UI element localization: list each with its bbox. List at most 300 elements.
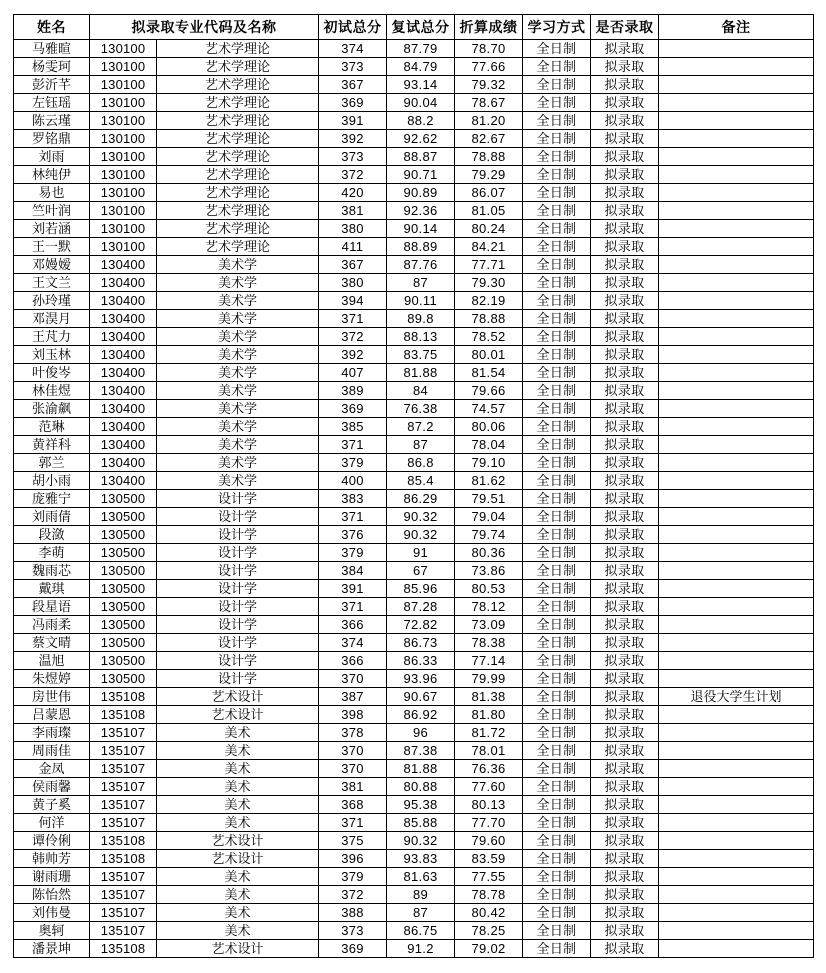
table-row bbox=[14, 724, 814, 742]
cell-name: 段星语 bbox=[14, 598, 90, 616]
cell-major-code: 130500 bbox=[90, 598, 157, 616]
cell-first-exam-score: 381 bbox=[319, 778, 387, 796]
cell-first-exam-score: 370 bbox=[319, 760, 387, 778]
cell-final-score: 77.14 bbox=[455, 652, 523, 670]
cell-study-mode: 全日制 bbox=[523, 436, 591, 454]
cell-final-score: 81.62 bbox=[455, 472, 523, 490]
cell-remark bbox=[659, 940, 814, 958]
cell-final-score: 81.38 bbox=[455, 688, 523, 706]
cell-final-score: 78.25 bbox=[455, 922, 523, 940]
cell-final-score: 79.74 bbox=[455, 526, 523, 544]
cell-major-name: 美术 bbox=[157, 796, 319, 814]
cell-remark bbox=[659, 634, 814, 652]
cell-major-code: 135107 bbox=[90, 742, 157, 760]
cell-study-mode: 全日制 bbox=[523, 256, 591, 274]
cell-first-exam-score: 400 bbox=[319, 472, 387, 490]
cell-remark bbox=[659, 598, 814, 616]
cell-major-code: 130400 bbox=[90, 418, 157, 436]
cell-remark bbox=[659, 850, 814, 868]
cell-admit-status: 拟录取 bbox=[591, 796, 659, 814]
table-row bbox=[14, 40, 814, 58]
cell-final-score: 79.30 bbox=[455, 274, 523, 292]
cell-study-mode: 全日制 bbox=[523, 796, 591, 814]
cell-remark bbox=[659, 436, 814, 454]
cell-first-exam-score: 398 bbox=[319, 706, 387, 724]
cell-admit-status: 拟录取 bbox=[591, 202, 659, 220]
cell-first-exam-score: 379 bbox=[319, 868, 387, 886]
cell-final-score: 79.29 bbox=[455, 166, 523, 184]
cell-major-code: 135108 bbox=[90, 832, 157, 850]
cell-study-mode: 全日制 bbox=[523, 724, 591, 742]
cell-final-score: 79.32 bbox=[455, 76, 523, 94]
cell-major-name: 艺术学理论 bbox=[157, 184, 319, 202]
cell-remark bbox=[659, 184, 814, 202]
cell-remark bbox=[659, 238, 814, 256]
cell-second-exam-score: 89.8 bbox=[387, 310, 455, 328]
cell-study-mode: 全日制 bbox=[523, 742, 591, 760]
cell-name: 陈怡然 bbox=[14, 886, 90, 904]
cell-second-exam-score: 85.4 bbox=[387, 472, 455, 490]
cell-name: 刘雨 bbox=[14, 148, 90, 166]
cell-admit-status: 拟录取 bbox=[591, 220, 659, 238]
cell-major-name: 艺术学理论 bbox=[157, 94, 319, 112]
cell-major-code: 130500 bbox=[90, 490, 157, 508]
cell-name: 刘若涵 bbox=[14, 220, 90, 238]
cell-admit-status: 拟录取 bbox=[591, 292, 659, 310]
cell-major-name: 设计学 bbox=[157, 652, 319, 670]
cell-second-exam-score: 86.92 bbox=[387, 706, 455, 724]
cell-major-code: 130400 bbox=[90, 346, 157, 364]
cell-remark bbox=[659, 922, 814, 940]
cell-major-name: 艺术设计 bbox=[157, 850, 319, 868]
cell-study-mode: 全日制 bbox=[523, 274, 591, 292]
cell-final-score: 80.24 bbox=[455, 220, 523, 238]
cell-name: 周雨佳 bbox=[14, 742, 90, 760]
cell-major-name: 设计学 bbox=[157, 490, 319, 508]
cell-remark bbox=[659, 778, 814, 796]
cell-first-exam-score: 371 bbox=[319, 508, 387, 526]
cell-major-code: 130500 bbox=[90, 562, 157, 580]
cell-second-exam-score: 90.32 bbox=[387, 832, 455, 850]
cell-major-name: 美术学 bbox=[157, 274, 319, 292]
cell-remark bbox=[659, 274, 814, 292]
cell-major-code: 135108 bbox=[90, 688, 157, 706]
cell-admit-status: 拟录取 bbox=[591, 490, 659, 508]
cell-major-name: 美术 bbox=[157, 814, 319, 832]
cell-first-exam-score: 366 bbox=[319, 616, 387, 634]
cell-admit-status: 拟录取 bbox=[591, 76, 659, 94]
cell-study-mode: 全日制 bbox=[523, 418, 591, 436]
cell-name: 侯雨馨 bbox=[14, 778, 90, 796]
cell-first-exam-score: 383 bbox=[319, 490, 387, 508]
table-row bbox=[14, 598, 814, 616]
cell-major-code: 130100 bbox=[90, 130, 157, 148]
cell-study-mode: 全日制 bbox=[523, 292, 591, 310]
cell-study-mode: 全日制 bbox=[523, 868, 591, 886]
cell-major-name: 艺术学理论 bbox=[157, 238, 319, 256]
table-row bbox=[14, 202, 814, 220]
cell-study-mode: 全日制 bbox=[523, 76, 591, 94]
cell-study-mode: 全日制 bbox=[523, 112, 591, 130]
cell-admit-status: 拟录取 bbox=[591, 724, 659, 742]
cell-final-score: 81.72 bbox=[455, 724, 523, 742]
cell-final-score: 73.86 bbox=[455, 562, 523, 580]
cell-remark bbox=[659, 760, 814, 778]
cell-name: 邓淏月 bbox=[14, 310, 90, 328]
cell-major-code: 130500 bbox=[90, 580, 157, 598]
cell-final-score: 80.06 bbox=[455, 418, 523, 436]
cell-study-mode: 全日制 bbox=[523, 580, 591, 598]
cell-name: 刘伟曼 bbox=[14, 904, 90, 922]
cell-final-score: 78.67 bbox=[455, 94, 523, 112]
cell-admit-status: 拟录取 bbox=[591, 616, 659, 634]
column-header-second-score: 复试总分 bbox=[387, 15, 455, 40]
cell-second-exam-score: 88.89 bbox=[387, 238, 455, 256]
cell-major-code: 130500 bbox=[90, 652, 157, 670]
cell-first-exam-score: 372 bbox=[319, 328, 387, 346]
table-row bbox=[14, 562, 814, 580]
cell-major-name: 美术学 bbox=[157, 382, 319, 400]
cell-study-mode: 全日制 bbox=[523, 328, 591, 346]
cell-study-mode: 全日制 bbox=[523, 202, 591, 220]
cell-study-mode: 全日制 bbox=[523, 490, 591, 508]
table-row bbox=[14, 922, 814, 940]
table-row bbox=[14, 904, 814, 922]
cell-second-exam-score: 81.88 bbox=[387, 760, 455, 778]
cell-second-exam-score: 93.83 bbox=[387, 850, 455, 868]
cell-major-code: 130100 bbox=[90, 76, 157, 94]
cell-study-mode: 全日制 bbox=[523, 616, 591, 634]
cell-major-code: 135107 bbox=[90, 886, 157, 904]
cell-remark bbox=[659, 166, 814, 184]
cell-final-score: 81.20 bbox=[455, 112, 523, 130]
cell-study-mode: 全日制 bbox=[523, 148, 591, 166]
cell-name: 韩帅芳 bbox=[14, 850, 90, 868]
cell-admit-status: 拟录取 bbox=[591, 850, 659, 868]
cell-final-score: 74.57 bbox=[455, 400, 523, 418]
cell-second-exam-score: 92.62 bbox=[387, 130, 455, 148]
cell-name: 左钰瑶 bbox=[14, 94, 90, 112]
cell-major-code: 135107 bbox=[90, 868, 157, 886]
cell-major-name: 美术学 bbox=[157, 256, 319, 274]
cell-name: 吕蒙恩 bbox=[14, 706, 90, 724]
cell-admit-status: 拟录取 bbox=[591, 184, 659, 202]
cell-name: 刘玉林 bbox=[14, 346, 90, 364]
cell-second-exam-score: 87 bbox=[387, 436, 455, 454]
cell-second-exam-score: 87.38 bbox=[387, 742, 455, 760]
cell-second-exam-score: 72.82 bbox=[387, 616, 455, 634]
cell-final-score: 77.71 bbox=[455, 256, 523, 274]
column-header-remark: 备注 bbox=[659, 15, 814, 40]
cell-major-code: 130400 bbox=[90, 382, 157, 400]
cell-first-exam-score: 371 bbox=[319, 814, 387, 832]
cell-major-code: 130400 bbox=[90, 310, 157, 328]
table-header-row bbox=[14, 15, 814, 40]
cell-first-exam-score: 372 bbox=[319, 886, 387, 904]
cell-first-exam-score: 368 bbox=[319, 796, 387, 814]
table-row bbox=[14, 886, 814, 904]
table-row bbox=[14, 94, 814, 112]
cell-final-score: 79.02 bbox=[455, 940, 523, 958]
cell-second-exam-score: 96 bbox=[387, 724, 455, 742]
cell-name: 叶俊岑 bbox=[14, 364, 90, 382]
cell-final-score: 78.38 bbox=[455, 634, 523, 652]
cell-remark bbox=[659, 94, 814, 112]
cell-remark bbox=[659, 130, 814, 148]
cell-major-code: 130400 bbox=[90, 400, 157, 418]
table-row bbox=[14, 328, 814, 346]
cell-name: 林佳煜 bbox=[14, 382, 90, 400]
cell-major-code: 135108 bbox=[90, 940, 157, 958]
cell-study-mode: 全日制 bbox=[523, 814, 591, 832]
cell-final-score: 78.78 bbox=[455, 886, 523, 904]
cell-first-exam-score: 392 bbox=[319, 130, 387, 148]
cell-major-code: 135108 bbox=[90, 706, 157, 724]
cell-admit-status: 拟录取 bbox=[591, 814, 659, 832]
cell-second-exam-score: 90.71 bbox=[387, 166, 455, 184]
cell-study-mode: 全日制 bbox=[523, 688, 591, 706]
cell-final-score: 78.88 bbox=[455, 148, 523, 166]
cell-first-exam-score: 374 bbox=[319, 40, 387, 58]
cell-remark bbox=[659, 400, 814, 418]
cell-second-exam-score: 88.2 bbox=[387, 112, 455, 130]
cell-remark bbox=[659, 454, 814, 472]
cell-final-score: 80.01 bbox=[455, 346, 523, 364]
cell-study-mode: 全日制 bbox=[523, 526, 591, 544]
cell-admit-status: 拟录取 bbox=[591, 544, 659, 562]
cell-second-exam-score: 85.96 bbox=[387, 580, 455, 598]
cell-major-name: 美术学 bbox=[157, 436, 319, 454]
table-row bbox=[14, 148, 814, 166]
cell-name: 戴琪 bbox=[14, 580, 90, 598]
cell-second-exam-score: 90.04 bbox=[387, 94, 455, 112]
table-row bbox=[14, 616, 814, 634]
cell-name: 奥轲 bbox=[14, 922, 90, 940]
cell-major-name: 设计学 bbox=[157, 634, 319, 652]
cell-study-mode: 全日制 bbox=[523, 544, 591, 562]
cell-major-code: 135107 bbox=[90, 922, 157, 940]
table-row bbox=[14, 490, 814, 508]
cell-remark bbox=[659, 40, 814, 58]
cell-admit-status: 拟录取 bbox=[591, 40, 659, 58]
table-row bbox=[14, 400, 814, 418]
table-row bbox=[14, 256, 814, 274]
cell-name: 温旭 bbox=[14, 652, 90, 670]
cell-name: 段潋 bbox=[14, 526, 90, 544]
cell-first-exam-score: 420 bbox=[319, 184, 387, 202]
cell-admit-status: 拟录取 bbox=[591, 886, 659, 904]
cell-name: 蔡文晴 bbox=[14, 634, 90, 652]
cell-name: 黄祥科 bbox=[14, 436, 90, 454]
cell-major-code: 130400 bbox=[90, 328, 157, 346]
cell-major-code: 130100 bbox=[90, 184, 157, 202]
cell-final-score: 81.05 bbox=[455, 202, 523, 220]
table-row bbox=[14, 508, 814, 526]
cell-first-exam-score: 371 bbox=[319, 310, 387, 328]
cell-second-exam-score: 90.14 bbox=[387, 220, 455, 238]
cell-major-name: 艺术学理论 bbox=[157, 220, 319, 238]
cell-study-mode: 全日制 bbox=[523, 166, 591, 184]
table-row bbox=[14, 688, 814, 706]
cell-major-name: 设计学 bbox=[157, 508, 319, 526]
cell-major-name: 美术 bbox=[157, 778, 319, 796]
cell-name: 竺叶润 bbox=[14, 202, 90, 220]
table-row bbox=[14, 418, 814, 436]
cell-major-name: 艺术学理论 bbox=[157, 76, 319, 94]
cell-study-mode: 全日制 bbox=[523, 454, 591, 472]
admission-table bbox=[13, 14, 814, 958]
cell-study-mode: 全日制 bbox=[523, 184, 591, 202]
cell-second-exam-score: 84 bbox=[387, 382, 455, 400]
cell-second-exam-score: 81.88 bbox=[387, 364, 455, 382]
cell-first-exam-score: 373 bbox=[319, 922, 387, 940]
cell-final-score: 86.07 bbox=[455, 184, 523, 202]
cell-study-mode: 全日制 bbox=[523, 238, 591, 256]
cell-first-exam-score: 378 bbox=[319, 724, 387, 742]
cell-remark bbox=[659, 58, 814, 76]
cell-admit-status: 拟录取 bbox=[591, 364, 659, 382]
cell-study-mode: 全日制 bbox=[523, 706, 591, 724]
cell-admit-status: 拟录取 bbox=[591, 238, 659, 256]
column-header-major: 拟录取专业代码及名称 bbox=[90, 15, 319, 40]
cell-major-name: 艺术设计 bbox=[157, 706, 319, 724]
cell-name: 潘景坤 bbox=[14, 940, 90, 958]
cell-major-code: 135107 bbox=[90, 904, 157, 922]
cell-second-exam-score: 84.79 bbox=[387, 58, 455, 76]
cell-remark bbox=[659, 814, 814, 832]
cell-admit-status: 拟录取 bbox=[591, 526, 659, 544]
cell-remark bbox=[659, 382, 814, 400]
cell-final-score: 79.10 bbox=[455, 454, 523, 472]
cell-name: 邓嫚嫒 bbox=[14, 256, 90, 274]
cell-remark bbox=[659, 292, 814, 310]
cell-admit-status: 拟录取 bbox=[591, 436, 659, 454]
cell-first-exam-score: 370 bbox=[319, 742, 387, 760]
cell-second-exam-score: 90.89 bbox=[387, 184, 455, 202]
column-header-final-score: 折算成绩 bbox=[455, 15, 523, 40]
cell-name: 金凤 bbox=[14, 760, 90, 778]
table-row bbox=[14, 778, 814, 796]
cell-first-exam-score: 380 bbox=[319, 274, 387, 292]
column-header-study-mode: 学习方式 bbox=[523, 15, 591, 40]
cell-major-name: 美术 bbox=[157, 904, 319, 922]
cell-remark bbox=[659, 670, 814, 688]
cell-major-name: 艺术设计 bbox=[157, 940, 319, 958]
table-body bbox=[14, 40, 814, 958]
cell-second-exam-score: 67 bbox=[387, 562, 455, 580]
cell-first-exam-score: 367 bbox=[319, 256, 387, 274]
cell-major-name: 艺术学理论 bbox=[157, 130, 319, 148]
cell-admit-status: 拟录取 bbox=[591, 634, 659, 652]
cell-first-exam-score: 371 bbox=[319, 598, 387, 616]
cell-major-name: 美术学 bbox=[157, 400, 319, 418]
cell-study-mode: 全日制 bbox=[523, 634, 591, 652]
cell-second-exam-score: 87.2 bbox=[387, 418, 455, 436]
cell-final-score: 79.99 bbox=[455, 670, 523, 688]
cell-name: 陈云瑾 bbox=[14, 112, 90, 130]
cell-major-name: 美术 bbox=[157, 886, 319, 904]
cell-major-name: 艺术学理论 bbox=[157, 40, 319, 58]
table-row bbox=[14, 166, 814, 184]
cell-major-name: 美术 bbox=[157, 868, 319, 886]
cell-study-mode: 全日制 bbox=[523, 364, 591, 382]
cell-remark bbox=[659, 706, 814, 724]
cell-major-name: 美术学 bbox=[157, 454, 319, 472]
cell-final-score: 77.60 bbox=[455, 778, 523, 796]
cell-name: 张渝飙 bbox=[14, 400, 90, 418]
cell-admit-status: 拟录取 bbox=[591, 328, 659, 346]
cell-remark bbox=[659, 886, 814, 904]
cell-name: 李雨璨 bbox=[14, 724, 90, 742]
cell-final-score: 83.59 bbox=[455, 850, 523, 868]
cell-major-code: 130400 bbox=[90, 256, 157, 274]
cell-second-exam-score: 88.87 bbox=[387, 148, 455, 166]
cell-first-exam-score: 379 bbox=[319, 454, 387, 472]
cell-major-code: 130100 bbox=[90, 202, 157, 220]
cell-first-exam-score: 373 bbox=[319, 148, 387, 166]
cell-admit-status: 拟录取 bbox=[591, 922, 659, 940]
cell-name: 谢雨珊 bbox=[14, 868, 90, 886]
cell-remark bbox=[659, 868, 814, 886]
cell-final-score: 78.04 bbox=[455, 436, 523, 454]
cell-second-exam-score: 87 bbox=[387, 904, 455, 922]
cell-remark: 退役大学生计划 bbox=[659, 688, 814, 706]
cell-first-exam-score: 411 bbox=[319, 238, 387, 256]
cell-first-exam-score: 369 bbox=[319, 940, 387, 958]
cell-second-exam-score: 86.73 bbox=[387, 634, 455, 652]
cell-final-score: 81.80 bbox=[455, 706, 523, 724]
table-row bbox=[14, 130, 814, 148]
cell-major-name: 设计学 bbox=[157, 562, 319, 580]
cell-second-exam-score: 95.38 bbox=[387, 796, 455, 814]
cell-first-exam-score: 379 bbox=[319, 544, 387, 562]
cell-remark bbox=[659, 544, 814, 562]
cell-remark bbox=[659, 526, 814, 544]
cell-final-score: 78.12 bbox=[455, 598, 523, 616]
cell-first-exam-score: 394 bbox=[319, 292, 387, 310]
cell-admit-status: 拟录取 bbox=[591, 148, 659, 166]
cell-first-exam-score: 385 bbox=[319, 418, 387, 436]
table-row bbox=[14, 580, 814, 598]
cell-major-code: 130100 bbox=[90, 40, 157, 58]
cell-major-code: 130400 bbox=[90, 454, 157, 472]
cell-study-mode: 全日制 bbox=[523, 382, 591, 400]
cell-second-exam-score: 88.13 bbox=[387, 328, 455, 346]
cell-second-exam-score: 87.79 bbox=[387, 40, 455, 58]
cell-study-mode: 全日制 bbox=[523, 850, 591, 868]
table-header bbox=[14, 15, 814, 40]
cell-study-mode: 全日制 bbox=[523, 400, 591, 418]
cell-first-exam-score: 369 bbox=[319, 94, 387, 112]
cell-study-mode: 全日制 bbox=[523, 94, 591, 112]
cell-first-exam-score: 372 bbox=[319, 166, 387, 184]
cell-study-mode: 全日制 bbox=[523, 760, 591, 778]
cell-name: 彭沂芊 bbox=[14, 76, 90, 94]
cell-name: 谭伶俐 bbox=[14, 832, 90, 850]
cell-admit-status: 拟录取 bbox=[591, 670, 659, 688]
cell-first-exam-score: 388 bbox=[319, 904, 387, 922]
cell-final-score: 77.66 bbox=[455, 58, 523, 76]
cell-final-score: 79.51 bbox=[455, 490, 523, 508]
table-row bbox=[14, 652, 814, 670]
cell-second-exam-score: 86.33 bbox=[387, 652, 455, 670]
cell-first-exam-score: 391 bbox=[319, 112, 387, 130]
cell-study-mode: 全日制 bbox=[523, 310, 591, 328]
cell-major-name: 设计学 bbox=[157, 616, 319, 634]
cell-first-exam-score: 392 bbox=[319, 346, 387, 364]
table-row bbox=[14, 382, 814, 400]
cell-final-score: 78.88 bbox=[455, 310, 523, 328]
